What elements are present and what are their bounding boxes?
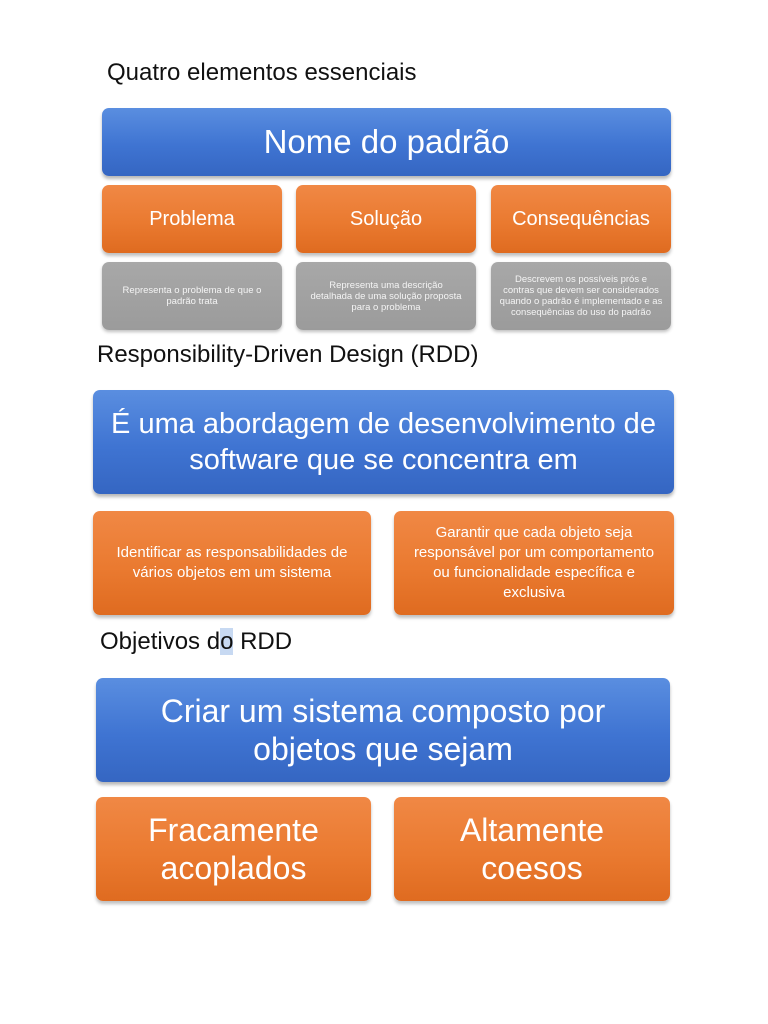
text-selection-highlight: o — [220, 628, 234, 655]
problema-label: Problema — [149, 207, 235, 230]
nome-do-padrao-label: Nome do padrão — [263, 123, 510, 160]
solucao-description-box — [296, 262, 476, 330]
section3-heading — [100, 627, 292, 657]
rdd-definition-text: É uma abordagem de desenvolvimento de software que se concentra em — [111, 408, 656, 476]
consequencias-box — [491, 185, 671, 253]
fracamente-acoplados-text: Fracamente acoplados — [148, 812, 319, 886]
garantir-box — [394, 511, 674, 615]
criar-sistema-text: Criar um sistema composto por objetos que sejam — [160, 693, 606, 767]
consequencias-description-box — [491, 262, 671, 330]
section3-heading-part1: Objetivos d — [100, 628, 221, 655]
solucao-label: Solução — [349, 207, 423, 230]
criar-sistema-box — [96, 678, 670, 782]
nome-do-padrao-box — [102, 108, 671, 176]
identificar-box — [93, 511, 371, 615]
problema-box — [102, 185, 282, 253]
section2-heading: Responsibility-Driven Design (RDD) — [97, 341, 479, 368]
altamente-coesos-text: Altamente coesos — [459, 812, 605, 886]
solucao-description: Representa uma descrição detalhada de uma solução proposta para o problema — [310, 279, 462, 313]
fracamente-acoplados-box — [96, 797, 371, 901]
section3-heading-part2: RDD — [233, 628, 293, 655]
altamente-coesos-box — [394, 797, 670, 901]
rdd-definition-box — [93, 390, 674, 494]
solucao-box — [296, 185, 476, 253]
identificar-text: Identificar as responsabilidades de vários objetos em um sistema — [116, 544, 348, 581]
consequencias-label: Consequências — [512, 207, 650, 230]
section1-heading: Quatro elementos essenciais — [107, 59, 417, 86]
problema-description-box — [102, 262, 282, 330]
garantir-text: Garantir que cada objeto seja responsável por um comportamento ou funcionalidade específica e exclusiva — [413, 524, 655, 601]
consequencias-description: Descrevem os possíveis prós e contras que devem ser considerados quando o padrão é implementado e as consequências do uso do padrão — [499, 274, 663, 318]
problema-description: Representa o problema de que o padrão trata — [122, 285, 262, 307]
